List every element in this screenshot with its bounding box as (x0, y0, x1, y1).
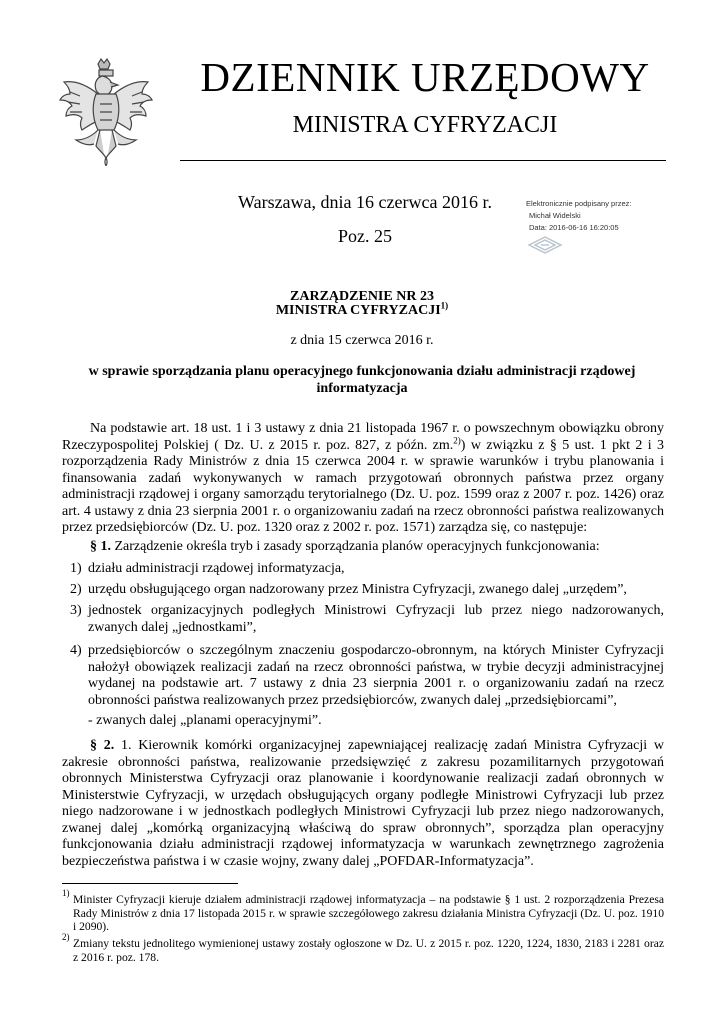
list-item-text: przedsiębiorców o szczególnym znaczeniu gospodarczo-obronnym, na których Minister Cyfryzacji nałożył obowiązek realizacji zadań na rzecz obronności państwa, w trybie decyzji administracyjnej wydanej na podstawie art. 7 ustawy z dnia 23 sierpnia 2001 r. o organizowaniu zadań na rzecz obronności państwa realizowanych przez przedsiębiorców, zwanych dalej „przedsiębiorcami”, (88, 643, 664, 708)
list-item-text: jednostek organizacyjnych podległych Ministrowi Cyfryzacji lub przez niego nadzorowanych, zwanych dalej „jednostkami”, (88, 603, 664, 635)
act-issuer-text: MINISTRA CYFRYZACJI (275, 303, 441, 318)
section-2 (62, 738, 664, 870)
list-item-text: urzędu obsługującego organ nadzorowany przez Ministra Cyfryzacji, zwanego dalej „urzędem”, (88, 582, 627, 597)
list-item-number: 2) (70, 582, 82, 597)
footnote-ref[interactable]: 1) (440, 300, 449, 311)
section-1-text: Zarządzenie określa tryb i zasady sporządzania planów operacyjnych funkcjonowania: (111, 539, 600, 554)
position-number: Poz. 25 (338, 226, 392, 246)
header-divider (180, 160, 666, 161)
polish-eagle-emblem-icon (58, 58, 154, 166)
electronic-signature (526, 198, 696, 234)
footnote-text: Minister Cyfryzacji kieruje działem administracji rządowej informatyzacja – na podstawie § 1 ust. 2 rozporządzenia Prezesa Rady Ministrów z dnia 17 listopada 2015 r. w sprawie szczegółowego zakresu działania Ministra Cyfryzacji (Dz. U. poz. 1910 i 2090). (73, 893, 664, 933)
act-type: ZARZĄDZENIE NR 23 (290, 289, 434, 304)
signature-signer: Michał Widelski (529, 211, 581, 220)
list-item-number: 1) (70, 561, 82, 576)
list-item (62, 561, 664, 578)
footnote: 2) Zmiany tekstu jednolitego wymienionej ustawy zostały ogłoszone w Dz. U. z 2015 r. poz. 1220, 1224, 1830, 2183 i 2281 oraz z 2016 r. poz. 178. (62, 932, 664, 964)
signature-date: Data: 2016-06-16 16:20:05 (529, 223, 619, 232)
footnote-divider (62, 883, 238, 884)
list-closing: - zwanych dalej „planami operacyjnymi”. (88, 713, 322, 728)
act-date: z dnia 15 czerwca 2016 r. (290, 333, 434, 348)
section-2-label: § 2. (90, 738, 115, 753)
act-issuer (62, 302, 662, 319)
section-1-label: § 1. (90, 539, 111, 554)
signature-line: Elektronicznie podpisany przez: (526, 199, 632, 208)
preamble-text-1: Na podstawie art. 18 ust. 1 i 3 ustawy z dnia 21 listopada 1967 r. o powszechnym obowiązku obrony Rzeczypospolitej Polskiej ( Dz. U. z 2015 r. poz. 827, z późn. zm. (62, 421, 664, 453)
list-item-number: 3) (70, 603, 82, 618)
list-item-number: 4) (70, 643, 82, 658)
list-item-text: działu administracji rządowej informatyzacja, (88, 561, 345, 576)
section-1-intro (62, 539, 664, 556)
footnote-ref[interactable]: 2) (453, 434, 461, 445)
publication-date: Warszawa, dnia 16 czerwca 2016 r. (238, 192, 492, 212)
journal-subtitle: MINISTRA CYFRYZACJI (292, 112, 558, 138)
footnote: 1) Minister Cyfryzacji kieruje działem administracji rządowej informatyzacja – na podstawie § 1 ust. 2 rozporządzenia Prezesa Rady Ministrów z dnia 17 listopada 2015 r. w sprawie szczegółowego zakresu działania Ministra Cyfryzacji (Dz. U. poz. 1910 i 2090). (62, 888, 664, 933)
footnote-text: Zmiany tekstu jednolitego wymienionej ustawy zostały ogłoszone w Dz. U. z 2015 r. poz. 1220, 1224, 1830, 2183 i 2281 oraz z 2016 r. poz. 178. (73, 937, 664, 964)
list-item (62, 643, 664, 709)
list-item (62, 603, 664, 636)
journal-title: DZIENNIK URZĘDOWY (200, 54, 650, 100)
section-2-text: 1. Kierownik komórki organizacyjnej zapewniającej realizację zadań Ministra Cyfryzacji w zakresie obronności państwa, realizowanie przedsięwzięć z zakresu pozamilitarnych przygotowań obronnych Ministerstwa Cyfryzacji oraz planowanie i koordynowanie realizacji zadań obronnych w Ministerstwie Cyfryzacji, w urzędach obsługujących organy podległe Ministrowi Cyfryzacji lub przez niego nadzorowane i w jednostkach podległych Ministrowi Cyfryzacji lub przez niego nadzorowanych, zwanej dalej „komórką organizacyjną właściwą do spraw obronnych”, sporządza plan operacyjny funkcjonowania działu administracji rządowej informatyzacja w warunkach zewnętrznego zagrożenia bezpieczeństwa państwa i w czasie wojny, zwany dalej „POFDAR-Informatyzacja”. (62, 738, 664, 869)
preamble (62, 421, 664, 537)
signature-seal-icon (527, 236, 563, 254)
preamble-text-2: ) w związku z § 5 ust. 1 pkt 2 i 3 rozporządzenia Rady Ministrów z dnia 15 czerwca 2004 r. w sprawie warunków i trybu planowania i finansowania zadań wykonywanych w ramach przygotowań obronnych państwa przez organy administracji rządowej i organy samorządu terytorialnego (Dz. U. poz. 1599 oraz z 2007 r. poz. 1426) oraz art. 4 ustawy z dnia 23 sierpnia 2001 r. o organizowaniu zadań na rzecz obronności państwa realizowanych przez przedsiębiorców (Dz. U. poz. 1320 oraz z 2002 r. poz. 1571) zarządza się, co następuje: (62, 437, 664, 535)
list-item (62, 582, 664, 599)
act-subject: w sprawie sporządzania planu operacyjnego funkcjonowania działu administracji rządowej informatyzacja (88, 364, 636, 396)
